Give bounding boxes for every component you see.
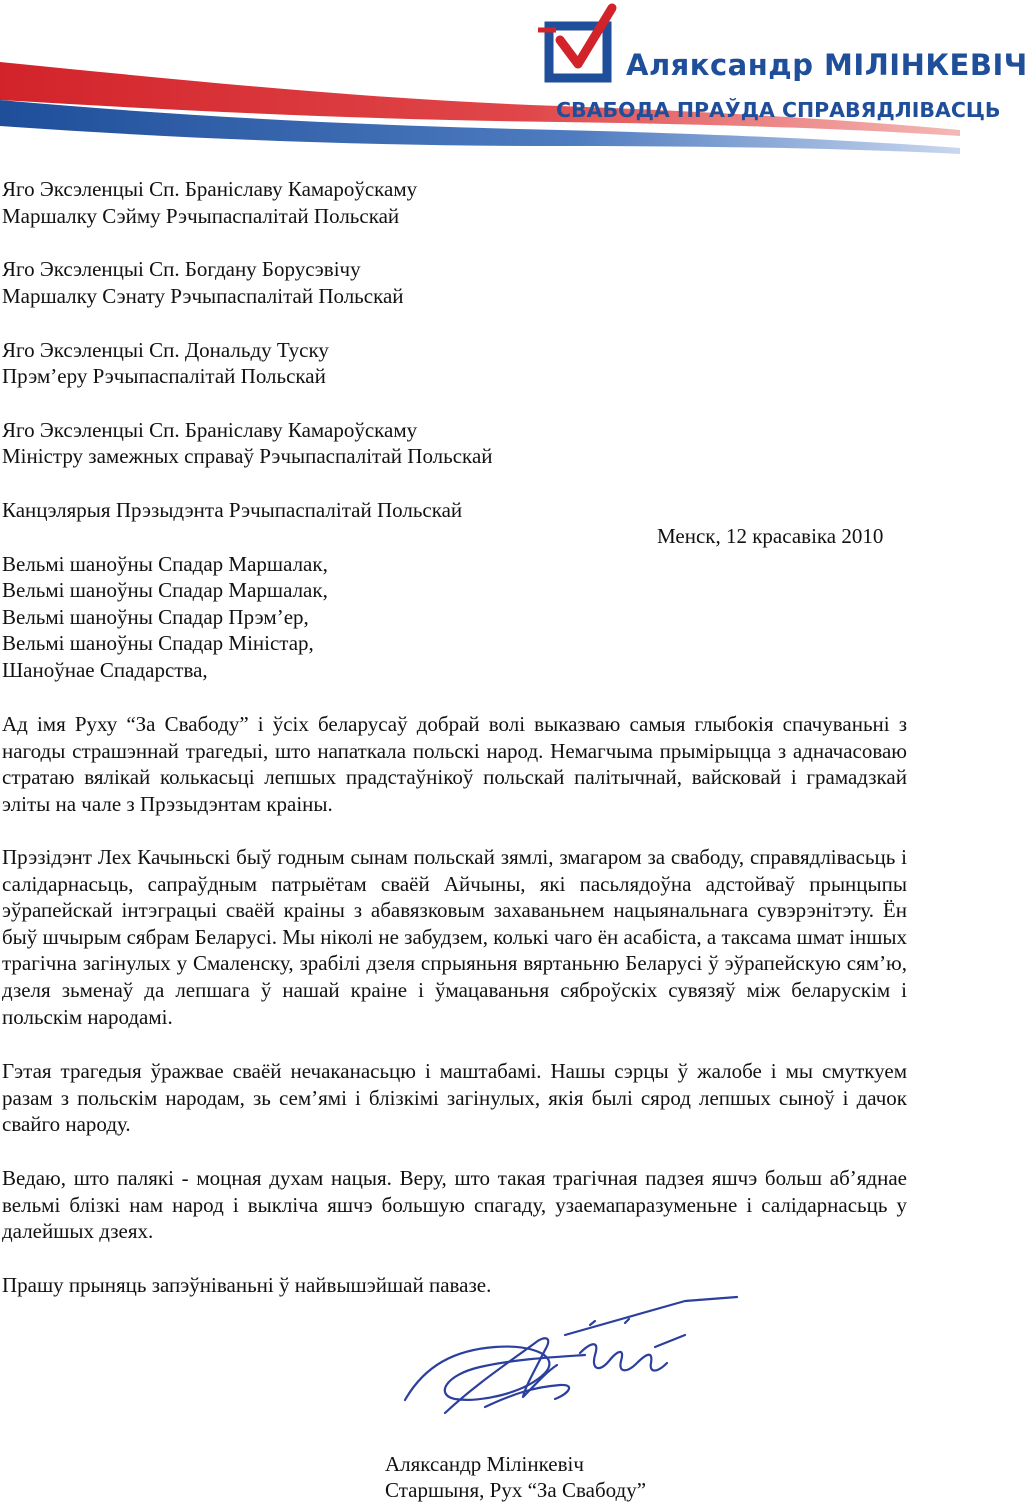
handwritten-signature xyxy=(385,1295,745,1445)
signer-name: Аляксандр Мілінкевіч xyxy=(385,1452,584,1476)
addressee-1-line2: Маршалку Сэйму Рэчыпаспалітай Польскай xyxy=(2,204,400,228)
addressee-2-line1: Яго Эксэленцыі Сп. Богдану Борусэвічу xyxy=(2,257,361,281)
salutation-3: Вельмі шаноўны Спадар Прэм’ер, xyxy=(2,605,309,629)
addressee-1-line1: Яго Эксэленцыі Сп. Браніславу Камароўскаму xyxy=(2,177,418,201)
signer-title: Старшыня, Рух “За Свабоду” xyxy=(385,1478,647,1502)
addressee-3-line2: Прэм’еру Рэчыпаспалітай Польскай xyxy=(2,364,326,388)
salutation-2: Вельмі шаноўны Спадар Маршалак, xyxy=(2,578,328,602)
body-paragraph-4: Ведаю, што палякі - моцная духам нацыя. Веру, што такая трагічная падзея яшчэ больш аб’яднае вельмі блізкі нам народ і выкліча яшчэ большую спагаду, узаемапаразуменьне і салідарнасьць у далейшых дзеях. xyxy=(2,1166,907,1244)
addressee-3-line1: Яго Эксэленцыі Сп. Дональду Туску xyxy=(2,338,329,362)
letterhead-name: Аляксандр МІЛІНКЕВІЧ xyxy=(626,48,1028,82)
letterhead xyxy=(0,0,1028,160)
addressee-2-line2: Маршалку Сэнату Рэчыпаспалітай Польскай xyxy=(2,284,404,308)
salutation-4: Вельмі шаноўны Спадар Міністар, xyxy=(2,631,314,655)
checkmark-ballot-logo xyxy=(538,8,612,78)
body-paragraph-2: Прэзідэнт Лех Качыньскі быў годным сынам польскай зямлі, змагаром за свабоду, справядлівасьць і салідарнасьць, сапраўдным патрыётам сваёй Айчыны, які пасьлядоўна адстойваў прынцыпы эўрапейскай інтэграцыі сваёй краіны з абавязковым захаваньнем нацыянальнага сувэрэнітэту. Ён быў шчырым сябрам Беларусі. Мы ніколі не забудзем, колькі чаго ён асабіста, а таксама шмат іншых трагічна загінулых у Смаленску, зрабілі дзеля спрыяньня вяртаньню Беларусі ў эўрапейскую сям’ю, дзеля зьменаў да лепшага ў нашай краіне і ўмацаваньня сяброўскіх сувязяў між беларускім і польскім народамі. xyxy=(2,845,907,1029)
body-paragraph-1: Ад імя Руху “За Свабоду” і ўсіх беларусаў добрай волі выказваю самыя глыбокія спачуваньні з нагоды страшэннай трагедыі, што напаткала польскі народ. Немагчыма прымірыцца з адначасоваю стратаю вялікай колькасьці лепшых прадстаўнікоў польскай палітычнай, вайсковай і грамадзкай эліты на чале з Прэзыдэнтам краіны. xyxy=(2,712,907,816)
chancellery: Канцэлярыя Прэзыдэнта Рэчыпаспалітай Польскай xyxy=(2,498,463,522)
closing-line: Прашу прыняць запэўніваньні ў найвышэйшай павазе. xyxy=(2,1273,492,1297)
addressee-4-line1: Яго Эксэленцыі Сп. Браніславу Камароўскаму xyxy=(2,418,418,442)
salutation-5: Шаноўнае Спадарства, xyxy=(2,658,208,682)
salutation-1: Вельмі шаноўны Спадар Маршалак, xyxy=(2,552,328,576)
body-paragraph-3: Гэтая трагедыя ўражвае сваёй нечаканасьцю і маштабамі. Нашы сэрцы ў жалобе і мы смуткуем разам з польскім народам, зь сем’ямі і блізкімі загінулых, якія былі сярод лепшых сыноў і дачок свайго народу. xyxy=(2,1059,907,1137)
letterhead-slogan: СВАБОДА ПРАЎДА СПРАВЯДЛІВАСЦЬ xyxy=(556,98,1001,122)
letter-date: Менск, 12 красавіка 2010 xyxy=(657,524,884,548)
addressee-4-line2: Міністру замежных справаў Рэчыпаспалітай Польскай xyxy=(2,444,493,468)
